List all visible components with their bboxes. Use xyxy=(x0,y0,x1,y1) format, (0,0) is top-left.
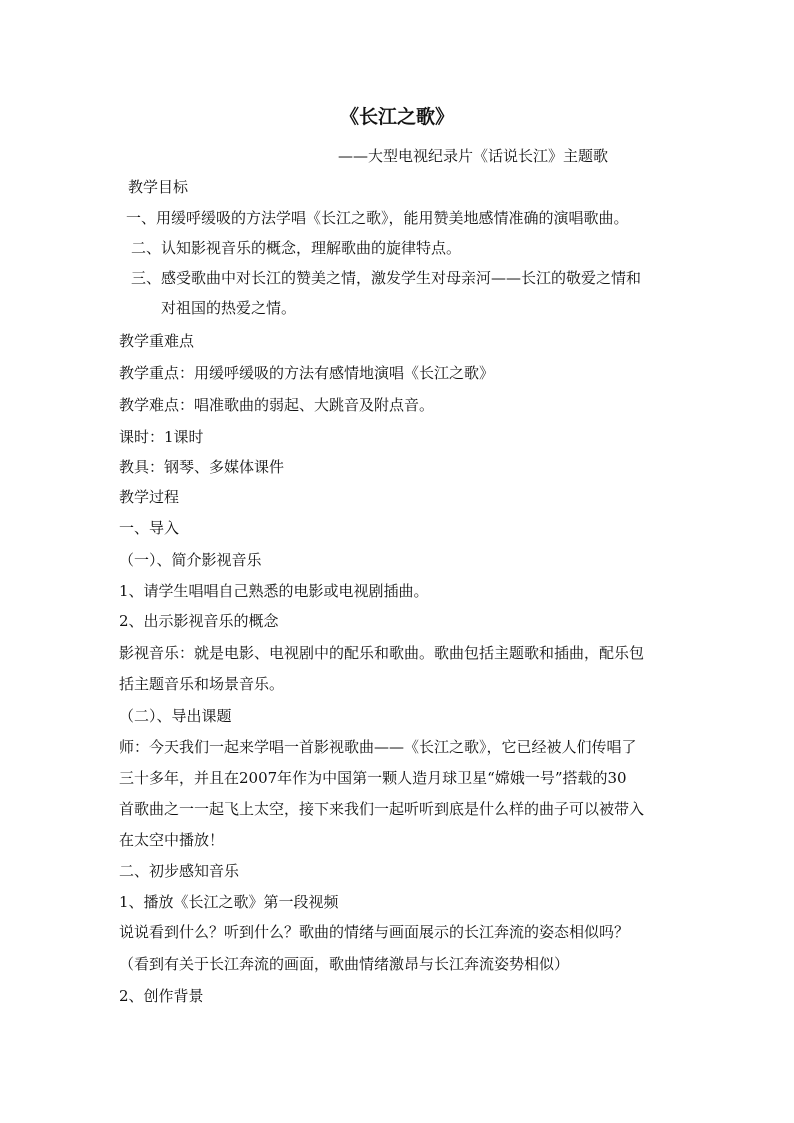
paragraph-line: 1、播放《长江之歌》第一段视频 xyxy=(119,893,339,911)
objective-item-3-continued: 对祖国的热爱之情。 xyxy=(161,299,297,317)
document-title: 《长江之歌》 xyxy=(339,106,454,128)
paragraph-line: 在太空中播放！ xyxy=(119,831,225,849)
key-point: 教学重点：用缓呼缓吸的方法有感情地演唱《长江之歌》 xyxy=(119,364,495,382)
sub-heading-lead-in: （二）、导出课题 xyxy=(119,707,232,725)
class-hours: 课时：1课时 xyxy=(119,428,204,446)
section-heading-objectives: 教学目标 xyxy=(128,178,189,196)
sub-heading-film-music: （一）、简介影视音乐 xyxy=(119,551,262,569)
paragraph-line: 三十多年，并且在2007年作为中国第一颗人造月球卫星“嫦娥一号”搭载的30 xyxy=(119,769,627,787)
paragraph-line: 2、出示影视音乐的概念 xyxy=(119,612,279,630)
document-subtitle: ——大型电视纪录片《话说长江》主题歌 xyxy=(338,147,609,165)
step-heading-introduction: 一、导入 xyxy=(119,519,180,537)
paragraph-line: 影视音乐：就是电影、电视剧中的配乐和歌曲。歌曲包括主题歌和插曲，配乐包 xyxy=(119,644,645,662)
difficult-point: 教学难点：唱准歌曲的弱起、大跳音及附点音。 xyxy=(119,396,435,414)
paragraph-line: 首歌曲之一一起飞上太空，接下来我们一起听听到底是什么样的曲子可以被带入 xyxy=(119,800,645,818)
paragraph-line: 师：今天我们一起来学唱一首影视歌曲——《长江之歌》，它已经被人们传唱了 xyxy=(119,738,637,756)
section-heading-key-points: 教学重难点 xyxy=(119,332,195,350)
paragraph-line: 1、请学生唱唱自己熟悉的电影或电视剧插曲。 xyxy=(119,582,429,600)
objective-item-2: 二、认知影视音乐的概念，理解歌曲的旋律特点。 xyxy=(131,239,462,257)
teaching-aids: 教具：钢琴、多媒体课件 xyxy=(119,458,285,476)
paragraph-line: 说说看到什么？听到什么？歌曲的情绪与画面展示的长江奔流的姿态相似吗？ xyxy=(119,923,630,941)
section-heading-process: 教学过程 xyxy=(119,488,180,506)
objective-item-1: 一、用缓呼缓吸的方法学唱《长江之歌》，能用赞美地感情准确的演唱歌曲。 xyxy=(126,209,629,227)
paragraph-line: 2、创作背景 xyxy=(119,987,204,1005)
objective-item-3: 三、感受歌曲中对长江的赞美之情，激发学生对母亲河——长江的敬爱之情和 xyxy=(131,269,642,287)
paragraph-line: （看到有关于长江奔流的画面，歌曲情绪激昂与长江奔流姿势相似） xyxy=(119,955,570,973)
paragraph-line: 括主题音乐和场景音乐。 xyxy=(119,675,285,693)
step-heading-perception: 二、初步感知音乐 xyxy=(119,862,240,880)
